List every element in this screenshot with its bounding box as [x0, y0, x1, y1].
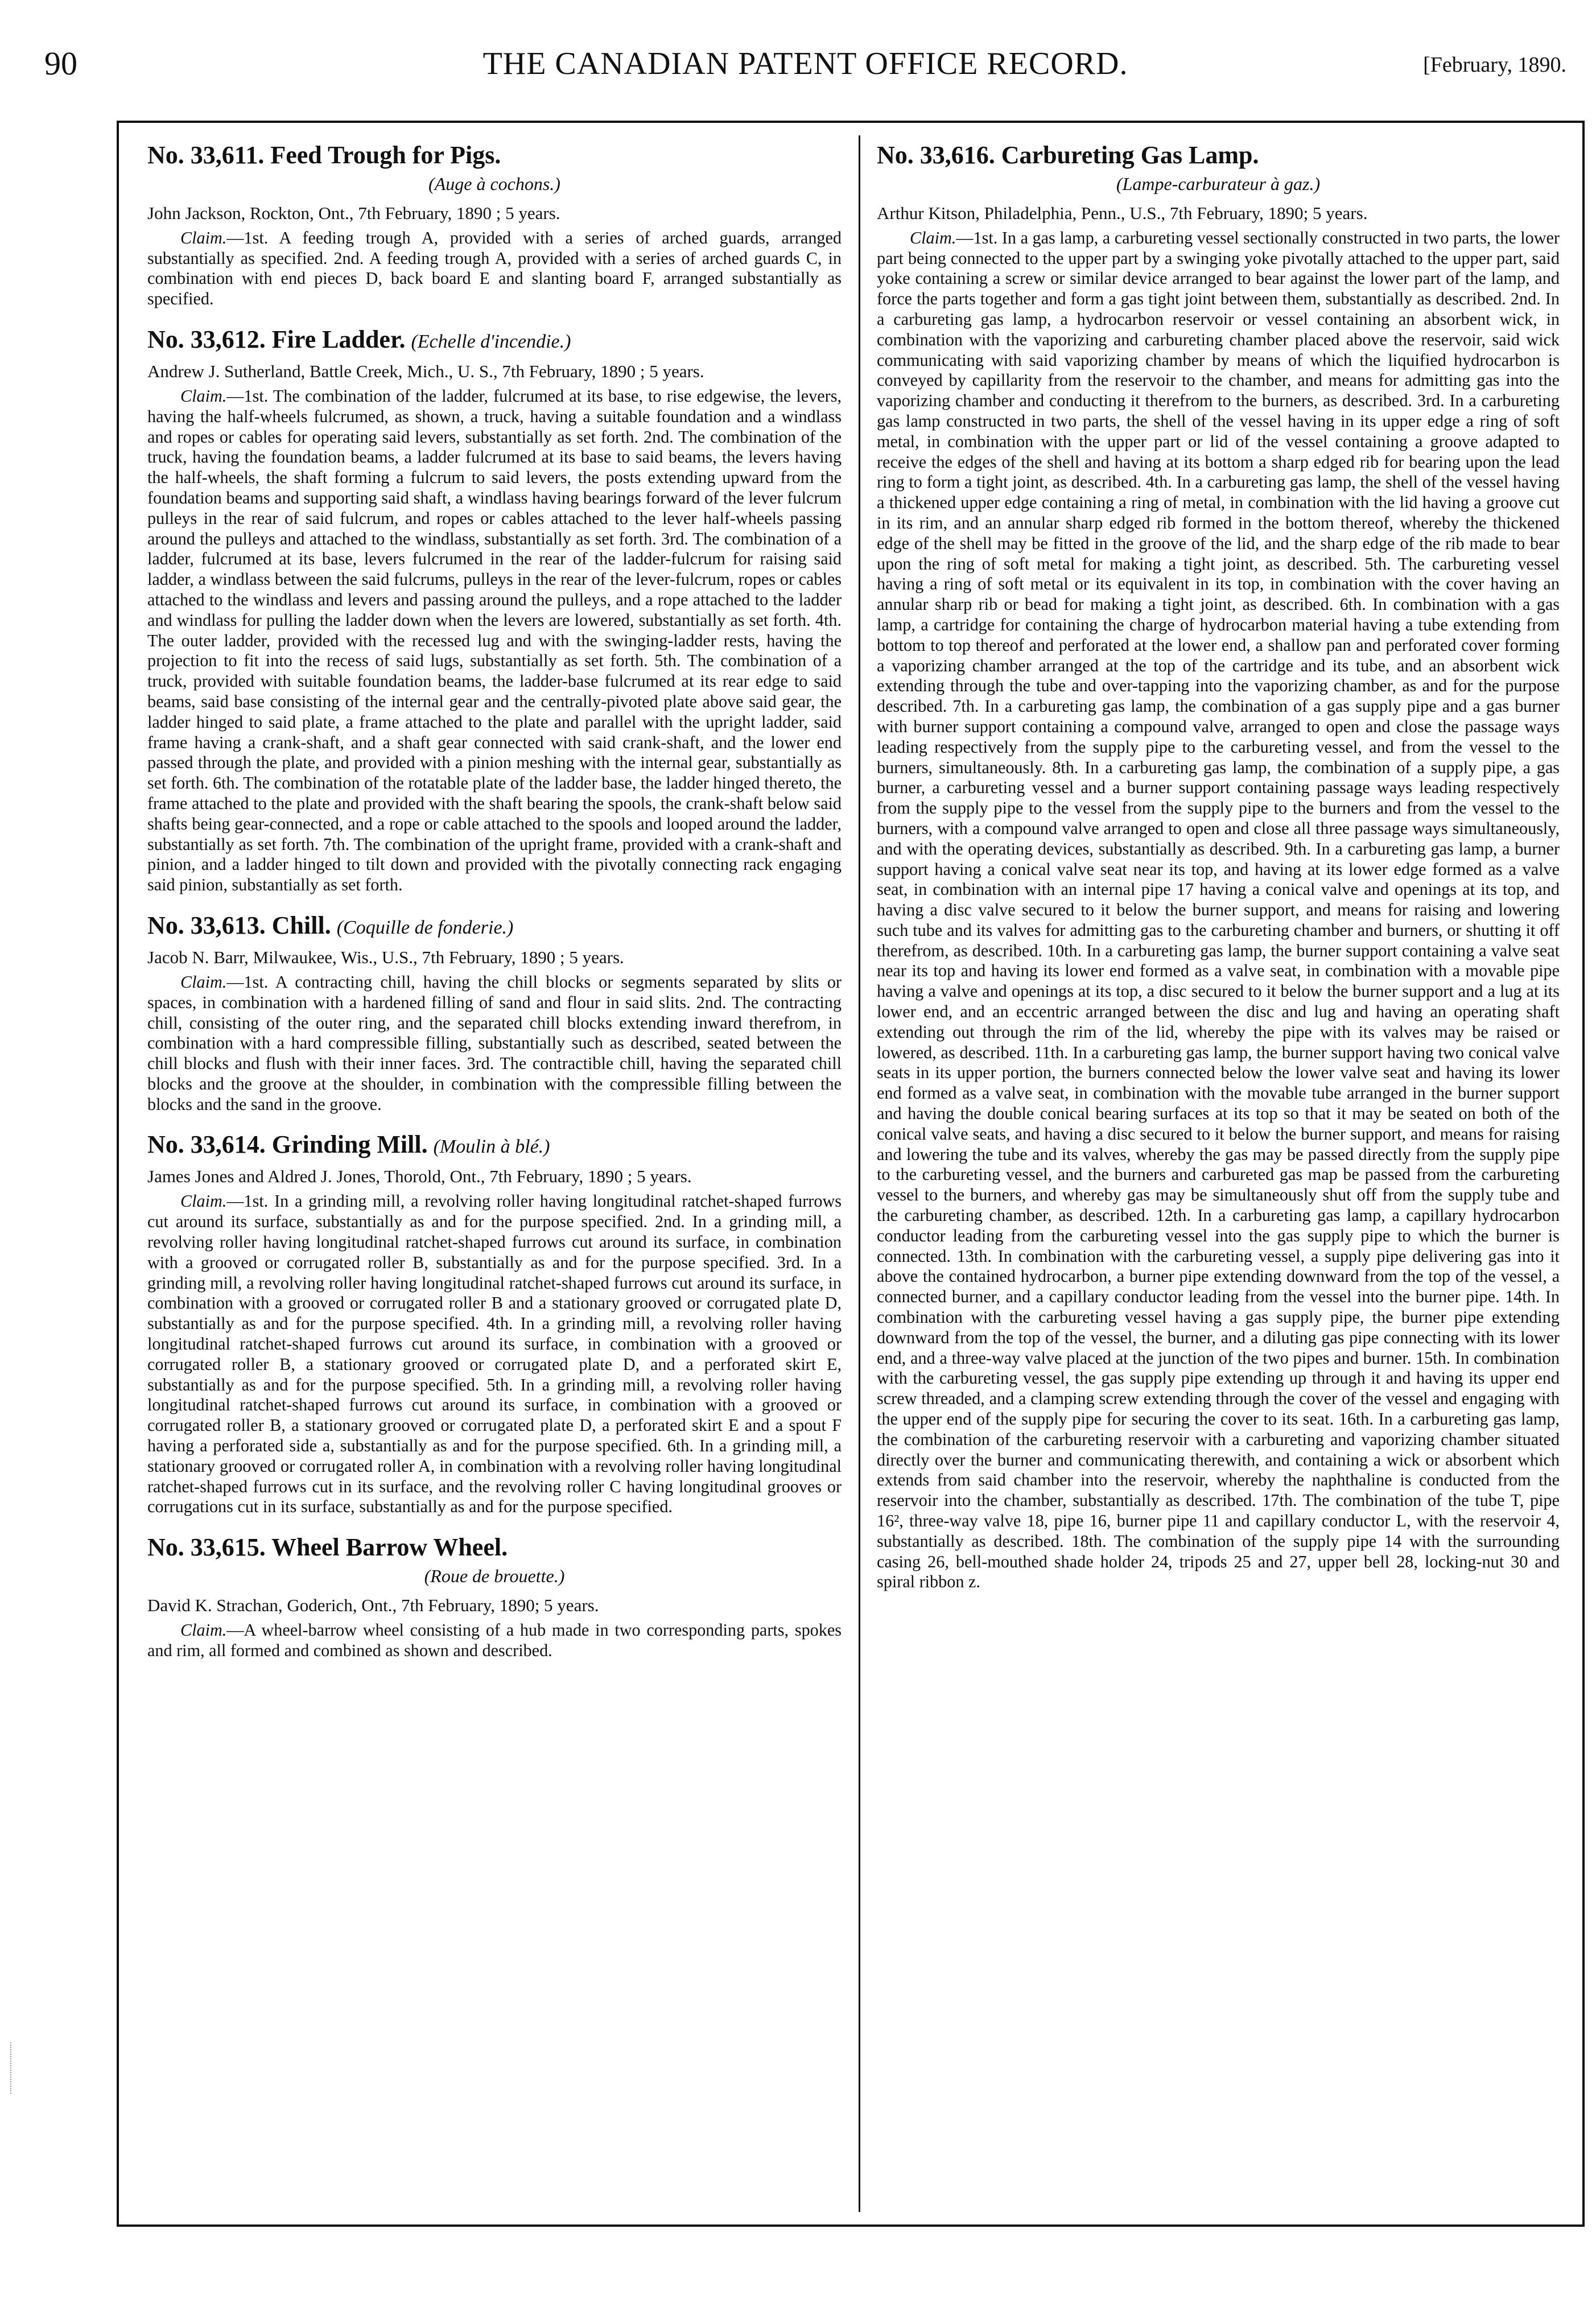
- issue-date: [February, 1890.: [1423, 53, 1566, 77]
- claim-text: —1st. In a grinding mill, a revolving roller having longitudinal ratchet-shaped furrows cut around its surface, substantially as and for the purpose specified. 2nd. In a grinding mill, a revolving roller having longitudinal ratchet-shaped furrows cut around its surface, in combination with a grooved or corrugated roller B, substantially as and for the purpose specified. 3rd. In a grinding mill, a revolving roller having longitudinal ratchet-shaped furrows cut around its surface, in combination with a grooved or corrugated roller B and a stationary grooved or corrugated plate D, substantially as and for the purpose specified. 4th. In a grinding mill, a revolving roller having longitudinal ratchet-shaped furrows cut around its surface, in combination with a grooved or corrugated roller B, a stationary grooved or corrugated plate D, and a perforated skirt E, substantially as and for the purpose specified. 5th. In a grinding mill, a revolving roller having longitudinal ratchet-shaped furrows cut around its surface, in combination with a grooved or corrugated roller B, a stationary grooved or corrugated plate D, a perforated skirt E and a spout F having a perforated side a, substantially as and for the purpose specified. 6th. In a grinding mill, a stationary grooved or corrugated roller A, in combination with a revolving roller having longitudinal ratchet-shaped furrows cut in its surface, and the revolving roller C having longitudinal grooves or corrugations cut in its surface, substantially as and for the purpose specified.: [147, 1191, 842, 1517]
- claim-label: Claim.: [180, 386, 227, 406]
- applicant-line: John Jackson, Rockton, Ont., 7th February, 1890 ; 5 years.: [147, 203, 560, 223]
- patent-title-text: No. 33,612. Fire Ladder.: [147, 325, 406, 353]
- claim-text: —1st. The combination of the ladder, fulcrumed at its base, to rise edgewise, the levers, having the half-wheels fulcrumed, as shown, a truck, having a suitable foundation and a windlass and ropes or cables for operating said levers, substantially as set forth. 2nd. The combination of the truck, having the foundation beams, a ladder fulcrumed at its base to said beams, the levers having the half-wheels, the shaft forming a fulcrum to said levers, the posts extending upward from the foundation beams and supporting said shaft, a windlass having bearings forward of the lever fulcrum pulleys in the rear of said fulcrum, and ropes or cables attached to the lever half-wheels passing around the pulleys and attached to the windlass, substantially as set forth. 3rd. The combination of a ladder, fulcrumed at its base, levers fulcrumed in the rear of the ladder-fulcrum for raising said ladder, a windlass between the said fulcrums, pulleys in the rear of the lever-fulcrum, ropes or cables attached to the windlass and levers and passing around the pulleys, and a rope attached to the ladder and windlass for pulling the ladder down when the levers are lowered, substantially as set forth. 4th. The outer ladder, provided with the recessed lug and with the swinging-ladder rests, having the projection to fit into the recess of said lugs, substantially as set forth. 5th. The combination of a truck, provided with suitable foundation beams, the ladder-base fulcrumed at its rear edge to said beams, said base consisting of the internal gear and the centrally-pivoted plate above said gear, the ladder hinged to said plate, a frame attached to the plate and parallel with the upright ladder, said frame having a crank-shaft, and a shaft gear connected with said crank-shaft, and the lower end passed through the plate, and provided with a pinion meshing with the internal gear, substantially as set forth. 6th. The combination of the rotatable plate of the ladder base, the ladder hinged thereto, the frame attached to the plate and provided with the shaft bearing the spools, the crank-shaft below said shafts being gear-connected, and a rope or cable attached to the spools and looped around the ladder, substantially as set forth. 7th. The combination of the upright frame, provided with a crank-shaft and pinion, and a ladder hinged to tilt down and provided with the pivotally connecting rack engaging said pinion, substantially as set forth.: [147, 386, 842, 895]
- claim-text: —A wheel-barrow wheel consisting of a hub made in two corresponding parts, spokes and rim, all formed and combined as shown and described.: [147, 1620, 842, 1660]
- patent-title-text: No. 33,614. Grinding Mill.: [147, 1130, 428, 1159]
- right-column: [877, 140, 1560, 2207]
- claim-paragraph: [147, 1191, 842, 1517]
- patent-entry-33612: [147, 324, 842, 895]
- running-head: [44, 44, 1566, 84]
- patent-entry-33614: [147, 1129, 842, 1517]
- journal-title: THE CANADIAN PATENT OFFICE RECORD.: [482, 46, 1128, 81]
- patent-title-text: No. 33,613. Chill.: [147, 911, 331, 939]
- claim-paragraph: [147, 386, 842, 895]
- claim-label: Claim.: [910, 228, 956, 247]
- patent-entry-33611: [147, 140, 842, 309]
- applicant-line: James Jones and Aldred J. Jones, Thorold, Ont., 7th February, 1890 ; 5 years.: [147, 1166, 692, 1187]
- column-divider: [859, 135, 860, 2212]
- claim-label: Claim.: [180, 1191, 227, 1211]
- patent-title: No. 33,616. Carbureting Gas Lamp.: [877, 141, 1259, 169]
- patent-title: [147, 324, 842, 357]
- patent-title: [147, 910, 842, 943]
- applicant-line: Arthur Kitson, Philadelphia, Penn., U.S., 7th February, 1890; 5 years.: [877, 203, 1368, 223]
- claim-label: Claim.: [180, 972, 227, 992]
- french-title: (Echelle d'incendie.): [411, 331, 571, 352]
- patent-title: No. 33,615. Wheel Barrow Wheel.: [147, 1533, 508, 1562]
- claim-label: Claim.: [180, 1620, 227, 1640]
- page-number: 90: [44, 45, 77, 82]
- patent-title: [147, 1129, 842, 1162]
- french-title: (Roue de brouette.): [424, 1566, 565, 1587]
- claim-text: —1st. A feeding trough A, provided with a series of arched guards, arranged substantially as specified. 2nd. A feeding trough A, provided with a series of arched guards C, in combination with end pieces D, back board E and slanting board F, arranged substantially as specified.: [147, 228, 842, 309]
- claim-paragraph: [147, 1620, 842, 1661]
- applicant-line: David K. Strachan, Goderich, Ont., 7th February, 1890; 5 years.: [147, 1595, 599, 1616]
- patent-entry-33615: [147, 1532, 842, 1661]
- applicant-line: Jacob N. Barr, Milwaukee, Wis., U.S., 7th February, 1890 ; 5 years.: [147, 947, 624, 967]
- french-title: (Moulin à blé.): [433, 1136, 550, 1158]
- claim-text: —1st. In a gas lamp, a carbureting vessel sectionally constructed in two parts, the lower part being connected to the upper part by a swinging yoke pivotally attached to the upper part, said yoke containing a screw or similar device arranged to bear against the lower part of the lamp, and force the parts together and form a gas tight joint between them, substantially as described. 2nd. In a carbureting gas lamp, a hydrocarbon reservoir or vessel containing an absorbent wick, in combination with the vaporizing and carbureting chamber placed above the reservoir, said wick communicating with said vaporizing chamber by means of which the liquified hydrocarbon is conveyed by capillarity from the reservoir to the chamber, and means for admitting gas into the vaporizing chamber and conducting it therefrom to the burners, as described. 3rd. In a carbureting gas lamp constructed in two parts, the shell of the vessel having in its upper edge a ring of soft metal, in combination with the upper part or lid of the vessel containing a groove adapted to receive the edges of the shell and having at its bottom a sharp edged rib for bearing upon the lead ring to form a tight joint, as described. 4th. In a carbureting gas lamp, the shell of the vessel having a thickened upper edge containing a ring of metal, in combination with the lid having a groove cut in its rim, and an annular sharp edged rib formed in the bottom thereof, whereby the thickened edge of the shell may be fitted in the groove of the lid, and the sharp edge of the rib made to bear upon the ring of soft metal for making a tight joint, as described. 5th. The carbureting vessel having a ring of soft metal or its equivalent in its top, in combination with the cover having an annular sharp rib or bead for making a tight joint, as described. 6th. In combination with a gas lamp, a cartridge for containing the charge of hydrocarbon material having a tube extending from bottom to top thereof and perforated at the lower end, a shallow pan and perforated cover forming a vaporizing chamber arranged at the top of the cartridge and its tube, and an absorbent wick extending through the tube and over-tapping into the vaporizing chamber, as and for the purpose described. 7th. In a carbureting gas lamp, the combination of a gas supply pipe and a gas burner with burner support containing a compound valve, arranged to open and close the passage ways leading respectively from the supply pipe to the carbureting vessel, and from the vessel to the burners, simultaneously. 8th. In a carbureting gas lamp, the combination of a supply pipe, a gas burner, a carbureting vessel and a burner support containing passage ways leading respectively from the supply pipe to the vessel from the supply pipe to the burners and from the vessel to the burners, with a compound valve arranged to open and close all three passage ways simultaneously, and with the operating devices, substantially as described. 9th. In a carbureting gas lamp, a burner support having a conical valve seat near its top, and having at its lower edge formed as a valve seat, in combination with an internal pipe 17 having a conical valve and openings at its top, and having a disc valve secured to it below the burner support, and means for raising and lowering such tube and its valves for admitting gas to the carbureting chamber and burners, or shutting it off therefrom, as described. 10th. In a carbureting gas lamp, the burner support containing a valve seat near its top and having its lower end formed as a valve seat, in combination with a movable pipe having a valve and openings at its top, a disc secured to it below the burner support and a lug at its lower end, and an eccentric arranged between the disc and lug and having an operating shaft extending out through the rim of the lid, whereby the pipe with its valves may be raised or lowered, as described. 11th. In a carbureting gas lamp, the burner support having two conical valve seats in its upper portion, the burners connected below the lower valve seat and having its lower end formed as a valve seat, in combination with the movable tube arranged in the burner support and having the double conical bearing surfaces at its top so that it may be seated on both of the conical valve seats, and having a disc secured to it below the burner support, and means for raising and lowering the tube and its valves, whereby the gas may be passed directly from the supply pipe to the carbureting vessel, and the burners and carbureted gas map be passed from the carbureting vessel to the burners, and whereby gas may be simultaneously shut off from the supply tube and the carbureting chamber, as described. 12th. In a carbureting gas lamp, a capillary hydrocarbon conductor leading from the carbureting vessel into the gas supply pipe to which the burner is connected. 13th. In combination with the carbureting vessel, a supply pipe delivering gas into it above the contained hydrocarbon, a burner pipe extending downward from the top of the vessel, a connected burner, and a capillary conductor leading from the vessel into the burner pipe. 14th. In combination with the carbureting vessel having a gas supply pipe, the burner pipe extending downward from the top of the vessel, the burner, and a diluting gas pipe connecting with its lower end, and a three-way valve placed at the junction of the two pipes and burner. 15th. In combination with the carbureting vessel, the gas supply pipe extending up through it and having its upper end screw threaded, and a clamping screw extending through the cover of the vessel and engaging with the upper end of the supply pipe for securing the cover to its seat. 16th. In a carbureting gas lamp, the combination of the carbureting reservoir with a carbureting and vaporizing chamber situated directly over the burner and communicating therewith, and containing a wick or absorbent which extends from said chamber into the reservoir, whereby the naphthaline is conducted from the reservoir into the chamber, substantially as described. 17th. The combination of the tube T, pipe 16², three-way valve 18, pipe 16, burner pipe 11 and capillary conductor L, with the reservoir 4, substantially as described. 18th. The combination of the supply pipe 14 with the surrounding casing 26, bell-mouthed shade holder 24, tripods 25 and 27, upper bell 28, locking-nut 30 and spiral ribbon z.: [877, 228, 1560, 1592]
- patent-entry-33613: [147, 910, 842, 1115]
- patent-listing-frame: [117, 121, 1585, 2227]
- applicant-line: Andrew J. Sutherland, Battle Creek, Mich., U. S., 7th February, 1890 ; 5 years.: [147, 361, 704, 381]
- french-title: (Lampe-carburateur à gaz.): [1116, 174, 1321, 194]
- claim-paragraph: [877, 228, 1560, 1592]
- left-column: [147, 140, 842, 2207]
- patent-title: No. 33,611. Feed Trough for Pigs.: [147, 141, 501, 169]
- margin-mark: [10, 2042, 16, 2094]
- claim-paragraph: [147, 972, 842, 1115]
- french-title: (Auge à cochons.): [428, 174, 560, 194]
- patent-entry-33616: [877, 140, 1560, 1592]
- claim-paragraph: [147, 228, 842, 309]
- french-title: (Coquille de fonderie.): [336, 917, 514, 938]
- claim-text: —1st. A contracting chill, having the chill blocks or segments separated by slits or spaces, in combination with a hardened filling of sand and flour in said slits. 2nd. The contracting chill, consisting of the outer ring, and the separated chill blocks extending inward therefrom, in combination with a hard compressible filling, substantially such as described, seated between the chill blocks and flush with their inner faces. 3rd. The contractible chill, having the separated chill blocks and the groove at the shoulder, in combination with the compressible filling between the blocks and the sand in the groove.: [147, 972, 842, 1114]
- claim-label: Claim.: [180, 228, 227, 247]
